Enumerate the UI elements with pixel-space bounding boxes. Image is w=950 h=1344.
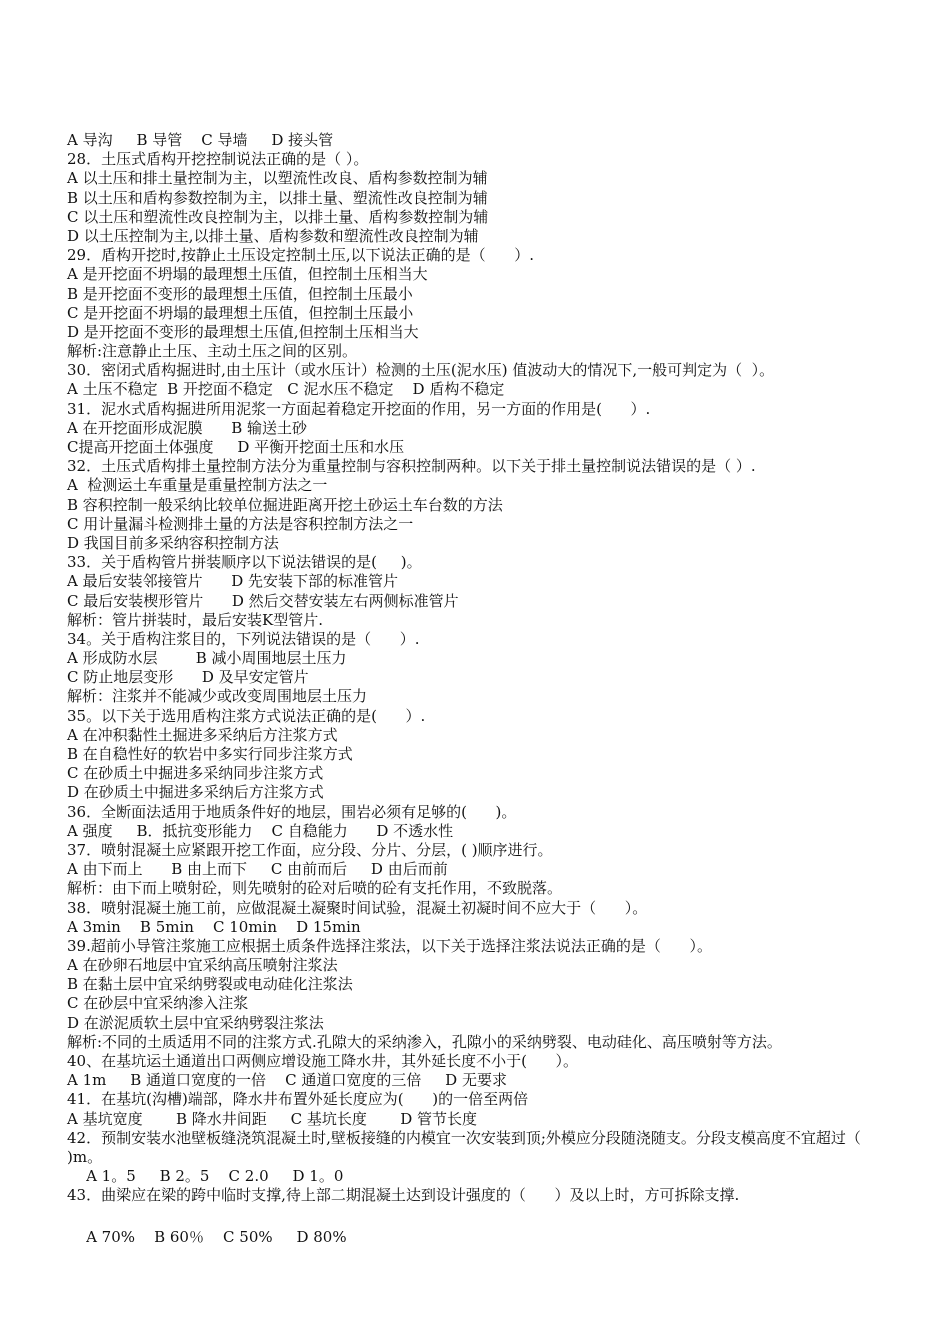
q38-question: 38．喷射混凝土施工前，应做混凝土凝聚时间试验，混凝土初凝时间不应大于（ ）。 bbox=[67, 898, 648, 917]
q39-option-c: C 在砂层中宜采纳渗入注浆 bbox=[67, 994, 249, 1013]
q29-option-b: B 是开挖面不变形的最理想土压值，但控制土压最小 bbox=[67, 284, 413, 303]
q29-option-c: C 是开挖面不坍塌的最理想土压值，但控制土压最小 bbox=[67, 303, 414, 322]
q39-analysis: 解析:不同的土质适用不同的注浆方式.孔隙大的采纳渗入，孔隙小的采纳劈裂、电动硅化、高压喷射等方法。 bbox=[67, 1032, 782, 1051]
q40-question: 40、在基坑运土通道出口两侧应增设施工降水井，其外延长度不小于( ）。 bbox=[67, 1052, 579, 1071]
q35-option-d: D 在砂质土中掘进多采纳后方注浆方式 bbox=[67, 783, 324, 802]
q37-options: A 由下而上 B 由上而下 C 由前而后 D 由后而前 bbox=[67, 860, 448, 879]
q43-question: 43．曲梁应在梁的跨中临时支撑,待上部二期混凝土达到设计强度的（ ）及以上时，方可拆除支撑. bbox=[67, 1186, 740, 1205]
q41-question: 41．在基坑(沟槽)端部，降水井布置外延长度应为( )的一倍至两倍 bbox=[67, 1090, 529, 1109]
q28-option-a: A 以土压和排土量控制为主，以塑流性改良、盾构参数控制为辅 bbox=[67, 169, 488, 188]
q34-question: 34。关于盾构注浆目的，下列说法错误的是（ ）. bbox=[67, 629, 420, 648]
q33-options-ab: A 最后安装邻接管片 D 先安装下部的标准管片 bbox=[67, 572, 399, 591]
q41-options: A 基坑宽度 B 降水井间距 C 基坑长度 D 管节长度 bbox=[67, 1109, 478, 1128]
q30-options: A 土压不稳定 B 开挖面不稳定 C 泥水压不稳定 D 盾构不稳定 bbox=[67, 380, 505, 399]
q27-options: A 导沟 B 导管 C 导墙 D 接头管 bbox=[67, 131, 334, 149]
q37-analysis: 解析：由下而上喷射砼，则先喷射的砼对后喷的砼有支托作用，不致脱落。 bbox=[67, 879, 563, 898]
q35-question: 35。以下关于选用盾构注浆方式说法正确的是( ）. bbox=[67, 706, 426, 725]
q39-option-d: D 在淤泥质软土层中宜采纳劈裂注浆法 bbox=[67, 1013, 324, 1032]
q32-question: 32．土压式盾构排土量控制方法分为重量控制与容积控制两种。以下关于排土量控制说法错误的是（ ）. bbox=[67, 457, 756, 476]
q34-analysis: 解析：注浆并不能减少或改变周围地层土压力 bbox=[67, 687, 368, 706]
q43-options: A 70% B 60％ C 50% D 80% bbox=[67, 1227, 347, 1246]
q32-option-a: A 检测运土车重量是重量控制方法之一 bbox=[67, 476, 328, 495]
q40-options: A 1m B 通道口宽度的一倍 C 通道口宽度的三倍 D 无要求 bbox=[67, 1071, 507, 1090]
q29-analysis: 解析:注意静止土压、主动土压之间的区别。 bbox=[67, 342, 358, 361]
q32-option-b: B 容积控制一般采纳比较单位掘进距离开挖土砂运土车台数的方法 bbox=[67, 495, 503, 514]
q32-option-c: C 用计量漏斗检测排土量的方法是容积控制方法之一 bbox=[67, 514, 414, 533]
q31-options-ab: A 在开挖面形成泥膜 B 输送土砂 bbox=[67, 418, 308, 437]
q39-option-b: B 在黏土层中宜采纳劈裂或电动硅化注浆法 bbox=[67, 975, 353, 994]
q28-option-d: D 以土压控制为主,以排土量、盾构参数和塑流性改良控制为辅 bbox=[67, 226, 479, 245]
q28-question: 28．土压式盾构开挖控制说法正确的是（ ）。 bbox=[67, 150, 369, 169]
q35-option-c: C 在砂质土中掘进多采纳同步注浆方式 bbox=[67, 764, 324, 783]
q34-options-ab: A 形成防水层 B 减小周围地层土压力 bbox=[67, 649, 347, 668]
q28-option-c: C 以土压和塑流性改良控制为主，以排土量、盾构参数控制为辅 bbox=[67, 207, 489, 226]
q33-analysis: 解析：管片拼装时，最后安装K型管片. bbox=[67, 610, 323, 629]
q36-options: A 强度 B．抵抗变形能力 C 自稳能力 D 不透水性 bbox=[67, 821, 454, 840]
q28-option-b: B 以土压和盾构参数控制为主，以排土量、塑流性改良控制为辅 bbox=[67, 188, 488, 207]
q33-options-cd: C 最后安装楔形管片 D 然后交替安装左右两侧标准管片 bbox=[67, 591, 459, 610]
q38-options: A 3min B 5min C 10min D 15min bbox=[67, 917, 361, 936]
q42-options: A 1。5 B 2。5 C 2.0 D 1。0 bbox=[67, 1167, 344, 1186]
document-body bbox=[67, 131, 897, 1247]
q34-options-cd: C 防止地层变形 D 及早安定管片 bbox=[67, 668, 309, 687]
q31-question: 31．泥水式盾构掘进所用泥浆一方面起着稳定开挖面的作用，另一方面的作用是( ）. bbox=[67, 399, 651, 418]
q37-question: 37．喷射混凝土应紧跟开挖工作面，应分段、分片、分层，( )顺序进行。 bbox=[67, 840, 553, 859]
q30-question: 30．密闭式盾构掘进时,由土压计（或水压计）检测的土压(泥水压) 值波动大的情况下,一般可判定为（ ）。 bbox=[67, 361, 775, 380]
q36-question: 36．全断面法适用于地质条件好的地层，围岩必须有足够的( )。 bbox=[67, 802, 517, 821]
q42-question: 42．预制安装水池壁板缝浇筑混凝土时,壁板接缝的内模宜一次安装到顶;外模应分段随浇随支。分段支模高度不宜超过（ )m。 bbox=[67, 1128, 890, 1166]
q39-question: 39.超前小导管注浆施工应根据土质条件选择注浆法，以下关于选择注浆法说法正确的是（ ）。 bbox=[67, 936, 712, 955]
q33-question: 33．关于盾构管片拼装顺序以下说法错误的是( )。 bbox=[67, 553, 422, 572]
q35-option-a: A 在冲积黏性土掘进多采纳后方注浆方式 bbox=[67, 725, 338, 744]
q39-option-a: A 在砂卵石地层中宜采纳高压喷射注浆法 bbox=[67, 956, 338, 975]
q31-options-cd: C提高开挖面土体强度 D 平衡开挖面土压和水压 bbox=[67, 438, 405, 457]
q29-option-a: A 是开挖面不坍塌的最理想土压值，但控制土压相当大 bbox=[67, 265, 428, 284]
q29-option-d: D 是开挖面不变形的最理想土压值,但控制土压相当大 bbox=[67, 322, 419, 341]
q35-option-b: B 在自稳性好的软岩中多实行同步注浆方式 bbox=[67, 745, 353, 764]
q29-question: 29．盾构开挖时,按静止土压设定控制土压,以下说法正确的是（ ）. bbox=[67, 246, 535, 265]
spacer bbox=[67, 1206, 897, 1228]
q32-option-d: D 我国目前多采纳容积控制方法 bbox=[67, 533, 279, 552]
